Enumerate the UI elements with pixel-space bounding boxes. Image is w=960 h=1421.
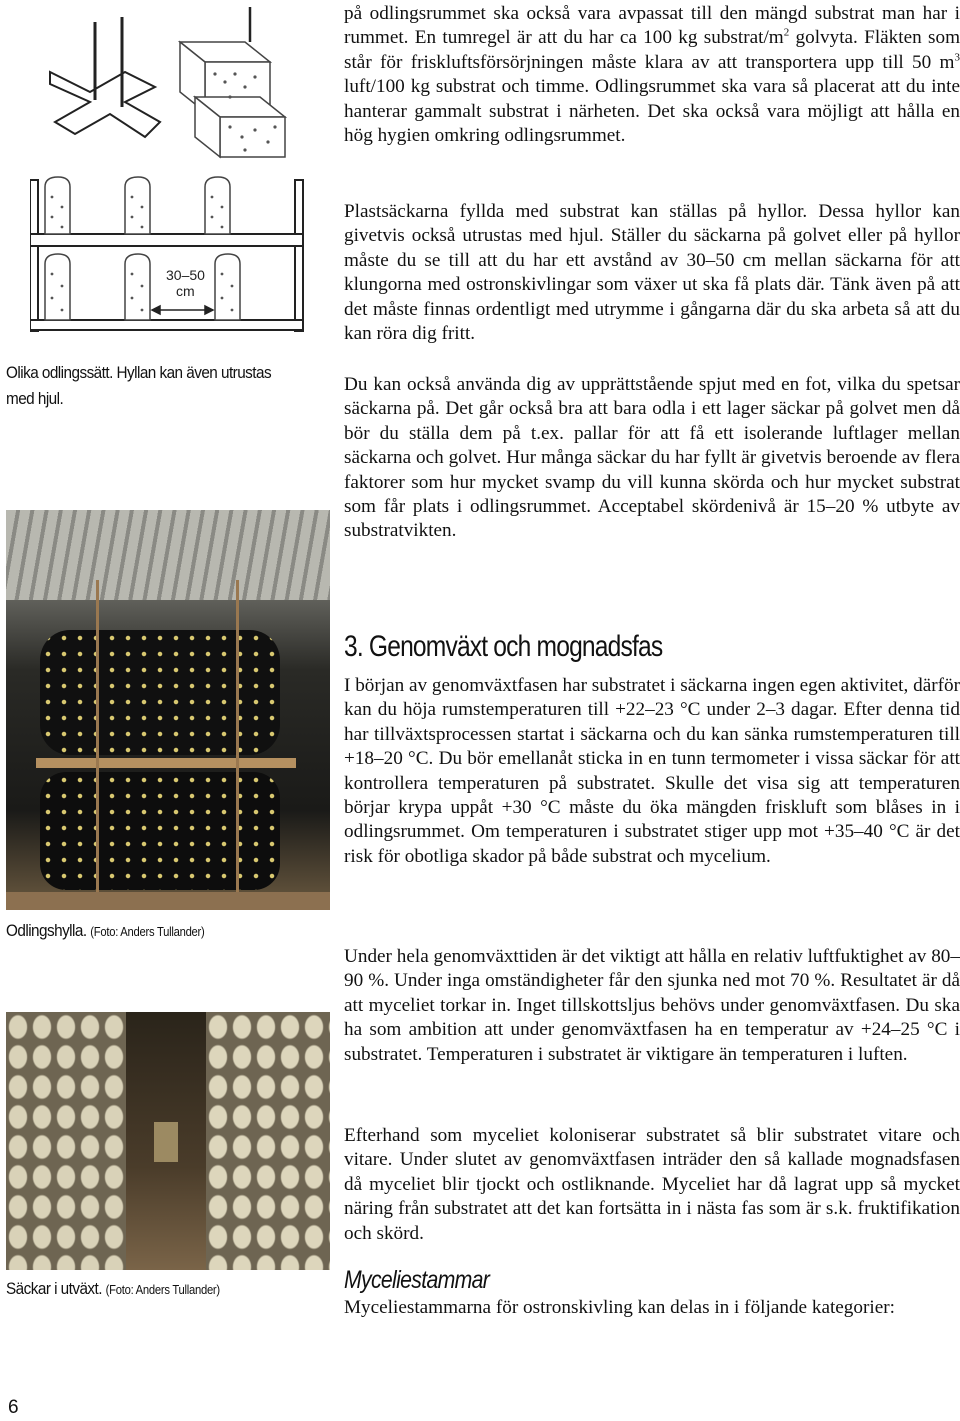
section-heading-genomvaxt: 3. Genomväxt och mognadsfas [344, 630, 663, 663]
shelf-frame [30, 180, 303, 332]
figure1-caption-text: Olika odlingssätt. Hyllan kan även utrustas med hjul. [6, 363, 272, 408]
floor [6, 892, 330, 910]
paragraph-ventilation-part3: luft/100 kg substrat och timme. Odlingsrummet ska vara så placerat att du inte hanterar gammalt substrat i närheten. Det ska också vara möjligt att hålla en hög hygien omkring odlingsrummet. [344, 76, 960, 147]
figure3-caption [6, 1276, 330, 1303]
figure1-caption [6, 360, 294, 412]
superscript-cubic: 3 [954, 51, 960, 64]
stacked-bags-on-spear [180, 7, 285, 157]
distance-label-unit: cm [176, 283, 195, 299]
figure3-caption-main: Säckar i utväxt. [6, 1279, 102, 1298]
paragraph-ventilation-part1: på odlingsrummet ska också vara avpassat till den mängd substrat man har i rummet. En tumregel är att du har ca 100 kg substrat/m [344, 3, 960, 49]
paragraph-spears: Du kan också använda dig av upprättstående spjut med en fot, vilka du spetsar säckarna på. Det går också bra att bara odla i ett lager säckar på golvet men då bör du ställa dem på t.ex. pallar för att få ett isolerande luftlager mellan säckarna och golvet. Hur många säckar du har fyllt är givetvis beroende av flera faktorer som hur mycket svamp du vill kunna skörda och hur mycket substrat som får plats i odlingsrummet. Acceptabel skördenivå är 15–20 % utbyte av substratvikten. [344, 374, 960, 542]
figure2-caption-credit: (Foto: Anders Tullander) [90, 925, 205, 939]
spear-cross-base [50, 72, 160, 137]
figure2-caption-main: Odlingshylla. [6, 921, 87, 940]
paragraph-temperature: I början av genomväxtfasen har substratet i säckarna ingen egen aktivitet, därför kan du höja rumstemperaturen till +22–23 °C under 2–3 dagar. Efter denna tid har tillväxtsprocessen startat i säckarna och du kan sänka rumstemperaturen till +18–20 °C. Du bör emellanåt sticka in en tunn termometer i vissa säckar för att kontrollera temperaturen på substratet. Skulle det visa sig att temperaturen börjar krypa uppåt +30 °C måste du öka mängden friskluft som blåses in i odlingsrummet. Om temperaturen i substratet stiger upp mot +35–40 °C är det risk för obotliga skador på både substrat och mycelium. [344, 675, 960, 867]
page-number: 6 [8, 1397, 19, 1418]
wooden-shelf-board [36, 758, 296, 768]
paragraph-shelves: Plastsäckarna fyllda med substrat kan ställas på hyllor. Dessa hyllor kan givetvis också utrustas med hjul. Ställer du säckarna på golvet eller på hyllor måste du se till att du har ett avstånd av 30–50 cm mellan säckarna för att klungorna med ostronskivlingar som växer ut ska få plats där. Tänk även på att det måste finnas ordentligt med utrymme i gångarna där du ska arbeta så att du kan röra dig fritt. [344, 201, 960, 345]
paragraph-humidity: Under hela genomväxttiden är det viktigt att hålla en relativ luftfuktighet av 80–90 %. Under inga omständigheter får den sjunka ned mot 70 %. Resultatet är då att myceliet torkar in. Inget tillskottsljus behövs under genomväxtfasen. Du ska ha som ambition att under genomväxtfasen ha en temperatur av +24–25 °C i substratet. Temperaturen i substratet är viktigare än temperaturen i luften. [344, 946, 960, 1065]
photo-bags-in-growth [6, 1012, 330, 1270]
bag-stack-upper [40, 630, 280, 755]
figure2-caption [6, 918, 330, 945]
figure3-caption-credit: (Foto: Anders Tullander) [105, 1283, 220, 1297]
paragraph-maturation: Efterhand som myceliet koloniserar substratet så blir substratet vitare och vitare. Under slutet av genomväxtfasen inträder den så kallade mognadsfasen då myceliet blir tjockt och ostliknande. Myceliet har då lagrat upp så mycket näring från substratet att det kan fortsätta in i nästa fas som är s.k. fruktifikation och skörd. [344, 1125, 960, 1244]
bag-stack-lower [40, 772, 280, 890]
superscript-square: 2 [783, 27, 790, 40]
distance-label-value: 30–50 [166, 267, 205, 283]
bag-rows-right [206, 1012, 330, 1270]
shelf-rack-post-right [236, 580, 239, 900]
aisle-far-light [154, 1122, 178, 1162]
paragraph-ventilation-part2: golvyta. Fläkten som står för friskluftsförsörjningen måste klara av att transportera upp till 50 m [344, 27, 960, 73]
paragraph-categories: Myceliestammarna för ostronskivling kan delas in i följande kategorier: [344, 1297, 895, 1318]
photo-shelf-black-bags [6, 510, 330, 910]
subheading-myceliestammar: Myceliestammar [344, 1266, 490, 1294]
ceiling-corrugated [6, 510, 330, 600]
bag-rows-left [6, 1012, 126, 1270]
paragraph-ventilation [344, 2, 960, 148]
shelf-bags-upper [45, 177, 230, 234]
shelf-rack-post-left [96, 580, 99, 900]
cultivation-methods-illustration [30, 2, 320, 332]
distance-arrow [152, 306, 213, 314]
